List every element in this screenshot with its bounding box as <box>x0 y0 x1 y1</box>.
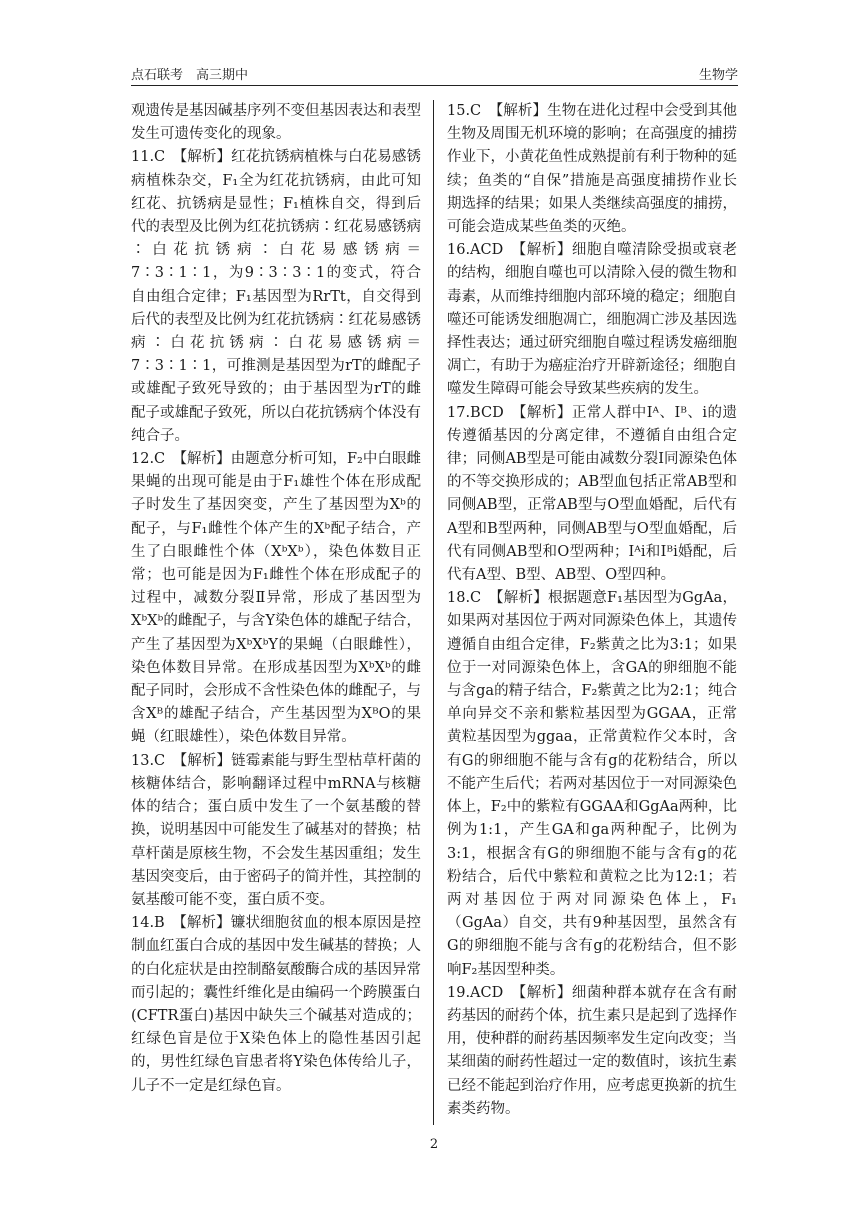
header-exam-name: 点石联考 高三期中 <box>131 68 249 83</box>
answer-12: 12.C 【解析】由题意分析可知，F₂中白眼雌果蝇的出现可能是由于F₁雄性个体在形成配子时发生了基因突变，产生了基因型为Xᵇ的配子，与F₁雌性个体产生的Xᵇ配子结合，产生了白眼雌性个体（XᵇXᵇ），染色体数目正常；也可能是因为F₁雌性个体在形成配子的过程中，减数分裂Ⅱ异常，形成了基因型为XᵇXᵇ的雌配子，与含Y染色体的雄配子结合，产生了基因型为XᵇXᵇY的果蝇（白眼雌性），染色体数目异常。在形成基因型为XᵇXᵇ的雌配子同时，会形成不含性染色体的雌配子，与含Xᴮ的雄配子结合，产生基因型为XᴮO的果蝇（红眼雄性），染色体数目异常。 <box>131 451 421 746</box>
left-column <box>131 100 421 1098</box>
header-subject: 生物学 <box>698 68 738 83</box>
column-divider <box>433 100 434 1125</box>
answer-14: 14.B 【解析】镰状细胞贫血的根本原因是控制血红蛋白合成的基因中发生碱基的替换；人的白化症状是由控制酪氨酸酶合成的基因异常而引起的；囊性纤维化是由编码一个跨膜蛋白(CFTR蛋白)基因中缺失三个碱基对造成的；红绿色盲是位于X染色体上的隐性基因引起的，男性红绿色盲患者将Y染色体传给儿子，儿子不一定是红绿色盲。 <box>131 915 421 1094</box>
answer-11: 11.C 【解析】红花抗锈病植株与白花易感锈病植株杂交，F₁全为红花抗锈病，由此可知红花、抗锈病是显性；F₁植株自交，得到后代的表型及比例为红花抗锈病∶红花易感锈病∶白花抗锈病∶白花易感锈病＝7∶3∶1∶1，为9∶3∶3∶1的变式，符合自由组合定律；F₁基因型为RrTt，自交得到后代的表型及比例为红花抗锈病∶红花易感锈病∶白花抗锈病∶白花易感锈病＝7∶3∶1∶1，可推测是基因型为rT的雌配子或雄配子致死导致的；由于基因型为rT的雌配子或雄配子致死，所以白花抗锈病个体没有纯合子。 <box>131 149 421 444</box>
page-header <box>131 62 738 86</box>
answer-17: 17.BCD 【解析】正常人群中Iᴬ、Iᴮ、i的遗传遵循基因的分离定律，不遵循自由组合定律；同侧AB型是可能由减数分裂Ⅰ同源染色体的不等交换形成的；AB型血包括正常AB型和同侧AB型，正常AB型与O型血婚配，后代有A型和B型两种，同侧AB型与O型血婚配，后代有同侧AB型和O型两种；Iᴬi和Iᴮi婚配，后代有A型、B型、AB型、O型四种。 <box>447 404 737 584</box>
page-number: 2 <box>429 1137 439 1152</box>
answer-15: 15.C 【解析】生物在进化过程中会受到其他生物及周围无机环境的影响；在高强度的捕捞作业下，小黄花鱼性成熟提前有利于物种的延续；鱼类的“自保”措施是高强度捕捞作业长期选择的结果；如果人类继续高强度的捕捞，可能会造成某些鱼类的灭绝。 <box>447 103 737 236</box>
answer-13: 13.C 【解析】链霉素能与野生型枯草杆菌的核糖体结合，影响翻译过程中mRNA与核糖体的结合；蛋白质中发生了一个氨基酸的替换，说明基因中可能发生了碱基对的替换；枯草杆菌是原核生物，不会发生基因重组；发生基因突变后，由于密码子的简并性，其控制的氨基酸可能不变，蛋白质不变。 <box>131 752 421 908</box>
header-rule <box>131 85 738 86</box>
right-column <box>447 100 737 1121</box>
answer-19: 19.ACD 【解析】细菌种群本就存在含有耐药基因的耐药个体，抗生素只是起到了选择作用，使种群的耐药基因频率发生定向改变；当某细菌的耐药性超过一定的数值时，该抗生素已经不能起到治疗作用，应考虑更换新的抗生素类药物。 <box>447 984 737 1117</box>
answer-18: 18.C 【解析】根据题意F₁基因型为GgAa，如果两对基因位于两对同源染色体上，其遗传遵循自由组合定律，F₂紫黄之比为3:1；如果位于一对同源染色体上，含GA的卵细胞不能与含ga的精子结合，F₂紫黄之比为2:1；纯合单向异交不亲和紫粒基因型为GGAA，正常黄粒基因型为ggaa，正常黄粒作父本时，含有G的卵细胞不能与含有g的花粉结合，所以不能产生后代；若两对基因位于一对同源染色体上，F₂中的紫粒有GGAA和GgAa两种，比例为1:1，产生GA和ga两种配子，比例为3:1，根据含有G的卵细胞不能与含有g的花粉结合，后代中紫粒和黄粒之比为12:1；若两对基因位于两对同源染色体上，F₁（GgAa）自交，共有9种基因型，虽然含有G的卵细胞不能与含有g的花粉结合，但不影响F₂基因型种类。 <box>447 590 737 978</box>
answer-paragraph: 观遗传是基因碱基序列不变但基因表达和表型发生可遗传变化的现象。 <box>131 103 421 143</box>
answer-16: 16.ACD 【解析】细胞自噬清除受损或衰老的结构，细胞自噬也可以清除入侵的微生物和毒素，从而维持细胞内部环境的稳定；细胞自噬还可能诱发细胞凋亡，细胞凋亡涉及基因选择性表达；通过研究细胞自噬过程诱发癌细胞凋亡，有助于为癌症治疗开辟新途径；细胞自噬发生障碍可能会导致某些疾病的发生。 <box>447 242 737 398</box>
